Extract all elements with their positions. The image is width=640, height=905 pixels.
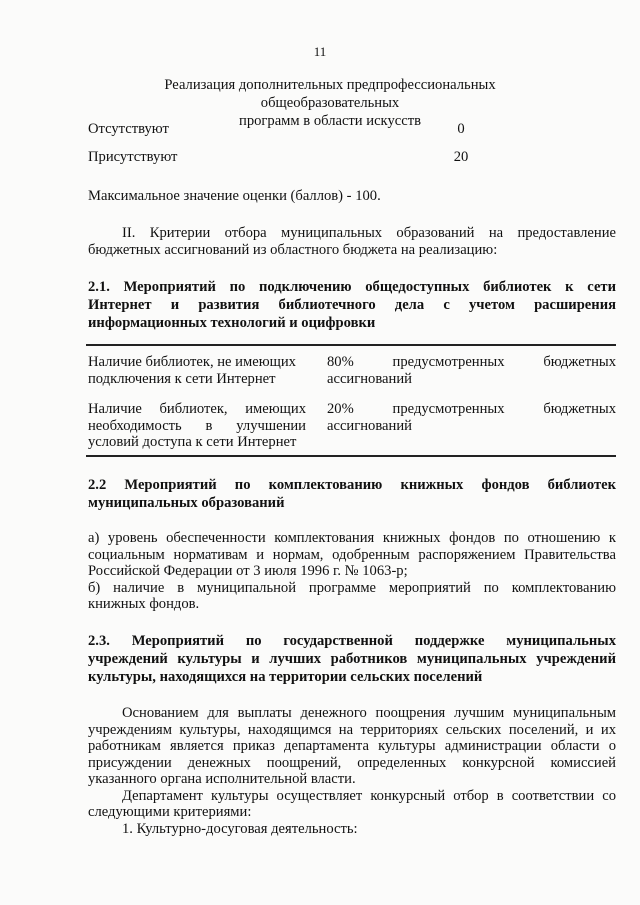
heading-line: Интернет и развития библиотечного дела с учетом расширения (88, 297, 616, 313)
criteria-intro-line: бюджетных ассигнований из областного бюджета на реализацию: (88, 241, 498, 258)
table-cell-line: условий доступа к сети Интернет (88, 434, 297, 450)
table-cell-line: подключения к сети Интернет (88, 370, 276, 387)
table-cell-line: ассигнований (327, 417, 412, 434)
heading-2-1 (88, 278, 616, 332)
paragraph-line: Российской Федерации от 3 июля 1996 г. № 1063-р; (88, 563, 408, 579)
section-title-line: программ в области искусств (239, 113, 421, 129)
paragraph-line: следующими критериями: (88, 804, 252, 820)
heading-line: муниципальных образований (88, 495, 285, 511)
score-row-value: 20 (453, 149, 469, 165)
criteria-intro (88, 225, 616, 258)
paragraph-line: 1. Культурно-досуговая деятельность: (122, 820, 358, 837)
score-row-label: Отсутствуют (88, 121, 169, 137)
table-cell-line: Наличие библиотек, имеющих (88, 401, 306, 417)
table-cell-left (88, 401, 306, 451)
table-cell-right (327, 354, 616, 387)
score-row-value: 0 (457, 121, 465, 137)
heading-2-2 (88, 476, 616, 512)
table-cell-line: необходимость в улучшении (88, 417, 306, 434)
paragraph-line: присуждении денежных поощрений, определенных конкурсной комиссией (88, 754, 616, 771)
heading-line: информационных технологий и оцифровки (88, 315, 376, 331)
paragraph-2-2 (88, 530, 616, 613)
table-top-rule (86, 344, 616, 346)
paragraph-line: указанного органа исполнительной власти. (88, 771, 356, 787)
heading-line: культуры, находящихся на территории сельских поселений (88, 669, 483, 685)
paragraph-line: Департамент культуры осуществляет конкурсный отбор в соответствии со (122, 787, 616, 804)
paragraph-line: книжных фондов. (88, 596, 200, 612)
heading-line: 2.3. Мероприятий по государственной поддержке муниципальных (88, 633, 616, 649)
paragraph-line: а) уровень обеспеченности комплектования книжных фондов по отношению к (88, 530, 616, 546)
table-cell-line: ассигнований (327, 370, 412, 387)
paragraph-line: работникам является приказ департамента культуры администрации области о (88, 738, 616, 754)
paragraph-2-3 (88, 705, 616, 837)
score-row-label: Присутствуют (88, 149, 178, 165)
table-cell-line: 20% предусмотренных бюджетных (327, 401, 616, 417)
heading-line: 2.2 Мероприятий по комплектованию книжных фондов библиотек (88, 477, 616, 493)
table-cell-line: 80% предусмотренных бюджетных (327, 354, 616, 370)
max-score-text: Максимальное значение оценки (баллов) - 100. (88, 188, 381, 204)
table-cell-line: Наличие библиотек, не имеющих (88, 354, 296, 370)
table-bottom-rule (86, 455, 616, 457)
heading-line: 2.1. Мероприятий по подключению общедоступных библиотек к сети (88, 279, 616, 295)
page-number: 11 (313, 44, 327, 59)
paragraph-line: Основанием для выплаты денежного поощрения лучшим муниципальным (122, 705, 616, 721)
table-cell-right (327, 401, 616, 434)
heading-line: учреждений культуры и лучших работников муниципальных учреждений (88, 651, 616, 667)
paragraph-line: б) наличие в муниципальной программе мероприятий по комплектованию (88, 579, 616, 596)
paragraph-line: социальным нормативам и нормам, одобренным распоряжением Правительства (88, 546, 616, 563)
section-title-line: Реализация дополнительных предпрофессиональных общеобразовательных (164, 77, 496, 111)
table-cell-left (88, 354, 306, 387)
heading-2-3 (88, 632, 616, 686)
criteria-intro-line: II. Критерии отбора муниципальных образований на предоставление (122, 225, 616, 241)
paragraph-line: учреждениям культуры, находящимся на территориях сельских поселений, и их (88, 721, 616, 738)
